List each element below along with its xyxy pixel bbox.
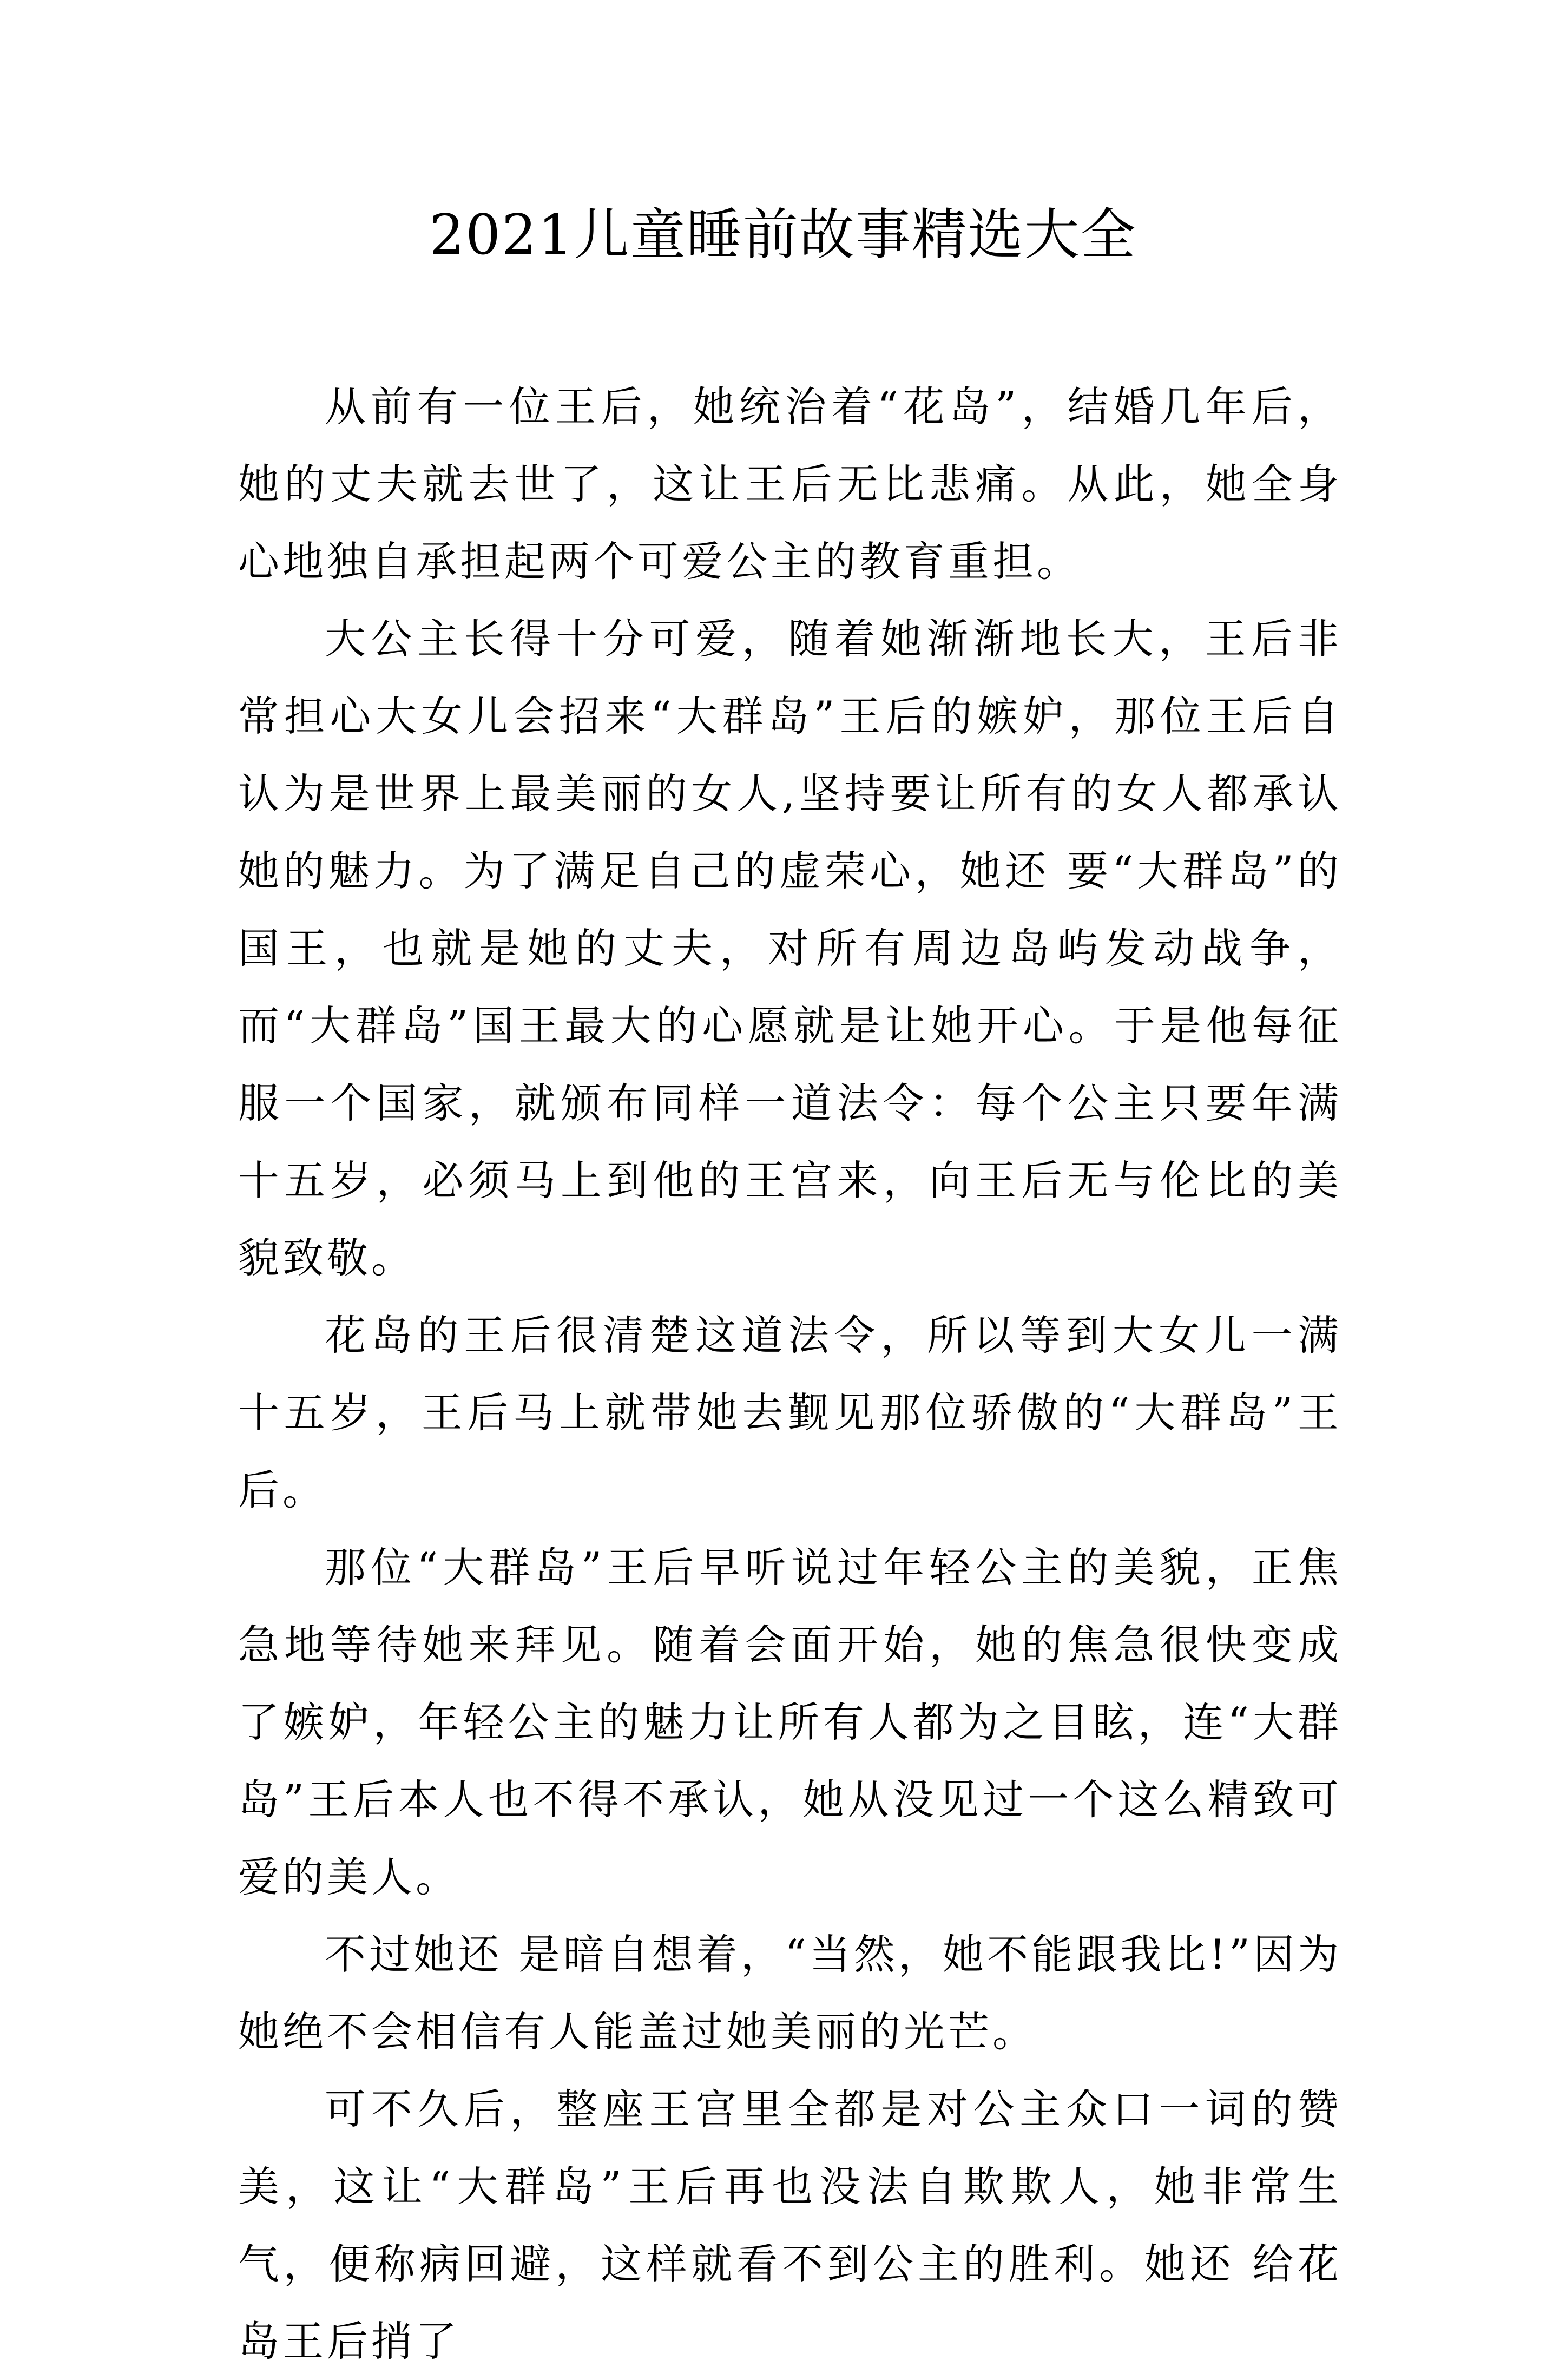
paragraph-4: 那位“大群岛”王后早听说过年轻公主的美貌，正焦急地等待她来拜见。随着会面开始，她的焦急很快变成了嫉妒，年轻公主的魅力让所有人都为之目眩，连“大群岛”王后本人也不得不承认，她从没见过一个这么精致可爱的美人。 <box>238 1543 1342 1901</box>
document-title: 2021儿童睡前故事精选大全 <box>429 203 1137 267</box>
paragraph-6: 可不久后，整座王宫里全都是对公主众口一词的赞美，这让“大群岛”王后再也没法自欺欺人，她非常生气，便称病回避，这样就看不到公主的胜利。她还 给花岛王后捎了 <box>238 2085 1342 2365</box>
paragraph-2: 大公主长得十分可爱，随着她渐渐地长大，王后非常担心大女儿会招来“大群岛”王后的嫉妒，那位王后自认为是世界上最美丽的女人,坚持要让所有的女人都承认她的魅力。为了满足自己的虚荣心，她还 要“大群岛”的国王，也就是她的丈夫，对所有周边岛屿发动战争，而“大群岛”国王最大的心愿就是让她开心。于是他每征服一个国家，就颁布同样一道法令：每个公主只要年满十五岁，必须马上到他的王宫来，向王后无与伦比的美貌致敬。 <box>238 615 1342 1282</box>
paragraph-3: 花岛的王后很清楚这道法令，所以等到大女儿一满十五岁，王后马上就带她去觐见那位骄傲的“大群岛”王后。 <box>238 1311 1342 1514</box>
document-body <box>238 368 1342 2380</box>
paragraph-1: 从前有一位王后，她统治着“花岛”，结婚几年后，她的丈夫就去世了，这让王后无比悲痛。从此，她全身心地独自承担起两个可爱公主的教育重担。 <box>238 383 1342 586</box>
paragraph-5: 不过她还 是暗自想着，“当然，她不能跟我比!”因为她绝不会相信有人能盖过她美丽的光芒。 <box>238 1930 1342 2056</box>
